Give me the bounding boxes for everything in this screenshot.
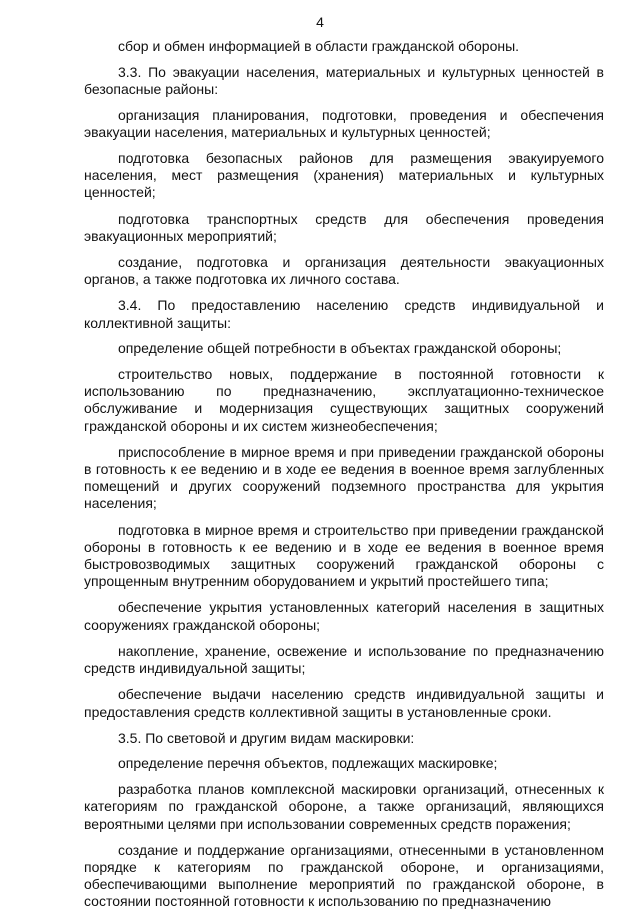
list-item: подготовка безопасных районов для размещения эвакуируемого населения, мест размещения (хранения) материальных и культурных ценностей; bbox=[84, 150, 604, 201]
section-heading-3-3: 3.3. По эвакуации населения, материальных и культурных ценностей в безопасные районы: bbox=[84, 64, 604, 98]
list-item: обеспечение выдачи населению средств индивидуальной защиты и предоставления средств коллективной защиты в установленные сроки. bbox=[84, 686, 604, 720]
list-item: накопление, хранение, освежение и использование по предназначению средств индивидуальной защиты; bbox=[84, 642, 604, 677]
list-item: определение общей потребности в объектах гражданской обороны; bbox=[118, 339, 562, 356]
section-heading-3-5: 3.5. По световой и другим видам маскировки: bbox=[118, 729, 415, 746]
list-item: обеспечение укрытия установленных категорий населения в защитных сооружениях гражданской обороны; bbox=[84, 599, 604, 633]
list-item: разработка планов комплексной маскировки организаций, отнесенных к категориям по гражданской обороне, а также организаций, являющихся вероятными целями при использовании современных средств поражения; bbox=[84, 781, 604, 832]
list-item: создание, подготовка и организация деятельности эвакуационных органов, а также подготовка их личного состава. bbox=[84, 254, 604, 288]
list-item: подготовка в мирное время и строительство при приведении гражданской обороны в готовность к ее ведению и в ходе ее ведения в военное время быстровозводимых защитных сооружений гражданской обороны с упрощенным внутренним оборудованием и укрытий простейшего типа; bbox=[84, 521, 604, 590]
document-body bbox=[84, 38, 604, 920]
list-item: создание и поддержание организациями, отнесенными в установленном порядке к категориям по гражданской обороне, и организациями, обеспечивающими выполнение мероприятий по гражданской обороне, в состоянии постоянной готовности к использованию по предназначению bbox=[84, 841, 604, 910]
list-item: организация планирования, подготовки, проведения и обеспечения эвакуации населения, материальных и культурных ценностей; bbox=[84, 106, 604, 140]
page-number: 4 bbox=[316, 14, 324, 30]
list-item: определение перечня объектов, подлежащих маскировке; bbox=[118, 754, 498, 771]
list-item: приспособление в мирное время и при приведении гражданской обороны в готовность к ее ведению и в ходе ее ведения в военное время заглубленных помещений и других сооружений подземного пространства для укрытия населения; bbox=[84, 443, 604, 512]
paragraph-civil-defense-info: сбор и обмен информацией в области гражданской обороны. bbox=[118, 38, 520, 54]
list-item: строительство новых, поддержание в постоянной готовности к использованию по предназначению, эксплуатационно-техническое обслуживание и модернизация существующих защитных сооружений гражданской обороны и их систем жизнеобеспечения; bbox=[84, 366, 604, 434]
list-item: подготовка транспортных средств для обеспечения проведения эвакуационных мероприятий; bbox=[84, 210, 604, 244]
section-heading-3-4: 3.4. По предоставлению населению средств индивидуальной и коллективной защиты: bbox=[84, 297, 604, 331]
